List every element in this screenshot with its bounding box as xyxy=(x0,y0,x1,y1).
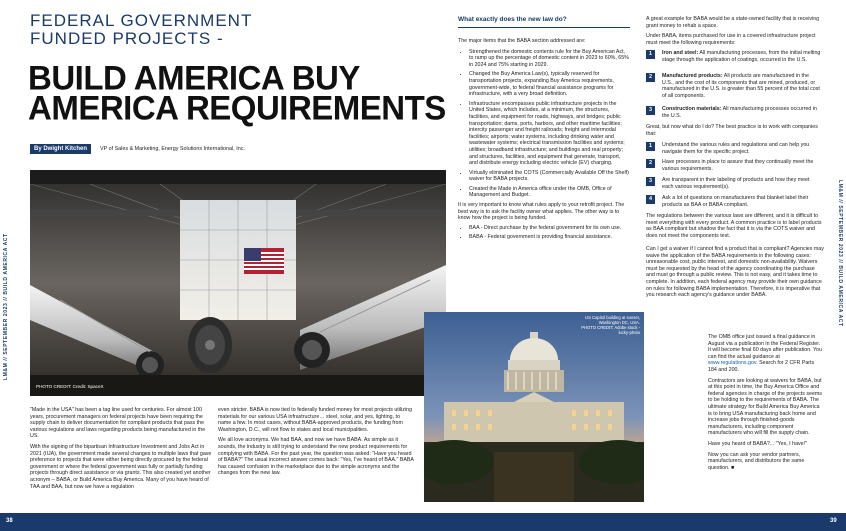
capitol-illustration xyxy=(424,312,644,502)
paragraph: "Made in the USA" has been a tag line used for centuries. For almost 100 years, procurement managers on federal projects have been requiring the supply chain to deliver documentation for compliant products that pass the various regulations and laws regarding products being manufactured in the US. xyxy=(30,407,206,440)
capitol-photo-credit: PHOTO CREDIT: Adobe stock - lucky-photo xyxy=(581,325,640,335)
list-item: • Changed the Buy America Law(s), typically reserved for transportation projects, expanding Buy America requirements, government-wide, to federal financial assistance programs for infrastructure, with a very broad definition. xyxy=(469,71,630,97)
number-badge: 4 xyxy=(646,195,655,204)
heading-rule xyxy=(458,27,630,28)
capitol-photo xyxy=(424,312,644,502)
number-badge: 2 xyxy=(646,159,655,168)
rocket-hangar-photo xyxy=(30,170,446,396)
requirement-title: Construction materials: xyxy=(662,106,722,112)
paragraph: Under BABA, items purchased for use in a covered infrastructure project must meet the following requirements: xyxy=(646,33,816,46)
number-badge: 1 xyxy=(646,142,655,151)
number-badge: 2 xyxy=(646,73,655,82)
requirement-text: All manufacturing processes occurred in the U.S. xyxy=(662,106,817,119)
right-col3-top xyxy=(646,16,824,46)
paragraph: Can I get a waiver if I cannot find a product that is compliant? Agencies may waive the application of the BABA requirements in the following cases: unreasonable cost, public interest, and domestic non-availability. Waivers must be requested by the head of the agency coordinating the purchase and must go through a public review. This is not easy, and it takes time to complete. In addition, each federal agency may provide their own guidance on rules for following BABA implementation. Therefore, it is imperative that you research each agency's guidance under BABA. xyxy=(646,246,824,299)
page-title xyxy=(28,57,446,128)
paragraph: We all love acronyms. We had BAA, and now we have BABA. As simple as it sounds, the industry is still trying to understand the new product requirements for complying with BABA. For the past year, the question was asked: "Have you heard of BABA?" The usual incorrect answer comes back: "Yes, I've heard of BAA." BABA has caused confusion in the marketplace due to the simple acronyms and the changes from the new law. xyxy=(218,437,414,477)
rocket-booster-center xyxy=(188,317,232,373)
requirement-3 xyxy=(646,106,821,119)
paragraph: Contractors are looking at waivers for BABA, but at this point in time, the Buy America Office and federal agencies in charge of the projects seems to be holding to the requirements of BABA. The ultimate strategy for Build America Buy America is to bring USA manufacturing back home and increase jobs through finished-goods manufacturers, including component manufacturers who will fill the supply chain. xyxy=(708,377,822,437)
step-1 xyxy=(646,142,821,155)
regulations-link[interactable]: www.regulations.gov xyxy=(708,360,757,367)
step-4 xyxy=(646,195,821,208)
paragraph: The regulations between the various laws are different, and it is difficult to meet everything with every product. A common practice is to label products as BAA compliant but shadow the fact that it is via the COTS waiver and does not meet the components test. xyxy=(646,213,822,239)
step-text: Are transparent in their labeling of products and how they meet each various requirement(s). xyxy=(662,177,810,190)
requirement-text: All products are manufactured in the U.S., and the cost of its components that are mined, produced, or manufactured in the U.S. is greater than 55 percent of the total cost of all components. xyxy=(662,73,820,99)
middle-column-text xyxy=(218,407,414,477)
paragraph: Now you can ask your vendor partners, manufacturers, and distributors the same question. ■ xyxy=(708,451,805,471)
step-text: Have processes in place to assure that they continually meet the various requirements. xyxy=(662,159,814,172)
number-badge: 3 xyxy=(646,106,655,115)
paragraph: Have you heard of BABA?... "Yes, I have!" xyxy=(708,440,807,447)
step-2 xyxy=(646,159,821,172)
requirement-title: Manufactured products: xyxy=(662,73,723,79)
right-col2-text xyxy=(458,38,630,244)
kicker xyxy=(30,12,252,48)
list-item: • Strengthened the domestic contents rule for the Buy American Act, to ramp up the percentage of domestic content in 2023 to 60%, 65% in 2024 and 75% starting in 2029. xyxy=(469,49,630,69)
list-item: • Virtually eliminated the COTS (Commercially Available Off the Shelf) waiver for BABA projects. xyxy=(469,170,630,183)
american-flag xyxy=(244,248,284,274)
spine-left: LM&M // SEPTEMBER 2023 // BUILD AMERICA ACT xyxy=(3,233,9,380)
right-col3-lower xyxy=(708,334,824,471)
spine-right: LM&M // SEPTEMBER 2023 // BUILD AMERICA ACT xyxy=(837,180,843,327)
number-badge: 3 xyxy=(646,177,655,186)
paragraph: A great example for BABA would be a state-owned facility that is receiving grant money to rehab a space. xyxy=(646,16,820,29)
bullet-list xyxy=(458,225,630,241)
requirement-text: All manufacturing processes, from the initial melting stage through the application of coatings, occurred in the U.S. xyxy=(662,50,821,63)
paragraph: With the signing of the bipartisan Infrastructure Investment and Jobs Act in 2021 (IIJA), the government made several changes to multiple laws that gave preference to projects that were either being directly procured by the federal government or where the federal government was fully or partially funding projects through direct assistance or via grants. This also created yet another acronym – BABA, or Build America Buy America. Many of you have heard of TAA and BAA, but now we have a regulation xyxy=(30,443,212,490)
paragraph: even stricter. BABA is now tied to federally funded money for most projects utilizing materials for our various USA infrastructure… steel, solar, and yes, lighting, to name a few. In most cases, without BABA-approved products, the funding from Washington, D.C., will not flow to states and local municipalities. xyxy=(218,407,413,433)
list-item: • BABA - Federal government is providing financial assistance. xyxy=(469,234,630,241)
paragraph: It is very important to know what rules apply to your retrofit project. The best way is to ask the facility owner what applies. The other way is to know how the project is being funded. xyxy=(458,202,625,222)
kicker-line-1: FEDERAL GOVERNMENT xyxy=(30,11,253,30)
rocket-hangar-illustration xyxy=(30,170,446,396)
rocket-photo-credit: PHOTO CREDIT: Credit: SpaceX xyxy=(36,384,104,389)
step-text: Understand the various rules and regulations and can help you navigate them for the specific project. xyxy=(662,142,810,155)
paragraph: The major items that the BABA section addressed are: xyxy=(458,38,586,44)
headline-line-2: AMERICA REQUIREMENTS xyxy=(28,88,446,128)
step-3 xyxy=(646,177,821,190)
page-footer xyxy=(0,513,846,531)
section-heading: What exactly does the new law do? xyxy=(458,16,567,23)
author-role: VP of Sales & Marketing, Energy Solutions International, Inc. xyxy=(100,146,245,152)
page-number-left: 38 xyxy=(6,518,13,524)
requirement-1 xyxy=(646,50,821,63)
step-text: Ask a lot of questions on manufacturers that blanket label their products as BAA or BABA compliant. xyxy=(662,195,809,208)
requirement-2 xyxy=(646,73,821,99)
number-badge: 1 xyxy=(646,50,655,59)
page-number-right: 39 xyxy=(830,518,837,524)
right-col3-mid xyxy=(646,213,824,243)
author-name: By Dwight Kitchen xyxy=(30,144,91,154)
capitol-caption-text: US Capitol building at sunset, Washington DC, USA. xyxy=(585,315,640,325)
list-item: • Infrastructure encompasses public infrastructure projects in the United States, which includes, at a minimum, the structures, facilities, and equipment for roads, highways, and bridges; public transportation; dams, ports, harbors, and other maritime facilities; intercity passenger and freight railroads; freight and intermodal facilities; airports; water systems, including drinking water and wastewater systems; electrical transmission facilities and systems; utilities; broadband infrastructure; and buildings and real property; and structures, facilities, and equipment that generate, transport, and distribute energy including electric vehicle (EV) charging. xyxy=(469,101,630,167)
paragraph: Great, but now what do I do? The best practice is to work with companies that: xyxy=(646,124,818,137)
paragraph: The OMB office just issued a final guidance in August via a publication in the Federal Register. It will become final 60 days after publication. You can find the actual guidance at www.regulations.gov. Search for 2 CFR Parts 184 and 200. xyxy=(708,334,822,373)
list-item: • BAA - Direct purchase by the federal government for its own use. xyxy=(469,225,630,232)
capitol-caption xyxy=(574,315,640,335)
left-column-text xyxy=(30,407,214,490)
kicker-line-2: FUNDED PROJECTS - xyxy=(30,29,224,48)
bullet-list xyxy=(458,49,630,199)
requirement-title: Iron and steel: xyxy=(662,50,699,56)
list-item: • Created the Made in America office under the OMB, Office of Management and Budget. xyxy=(469,186,630,199)
headline-line-1: BUILD AMERICA BUY xyxy=(28,57,360,97)
